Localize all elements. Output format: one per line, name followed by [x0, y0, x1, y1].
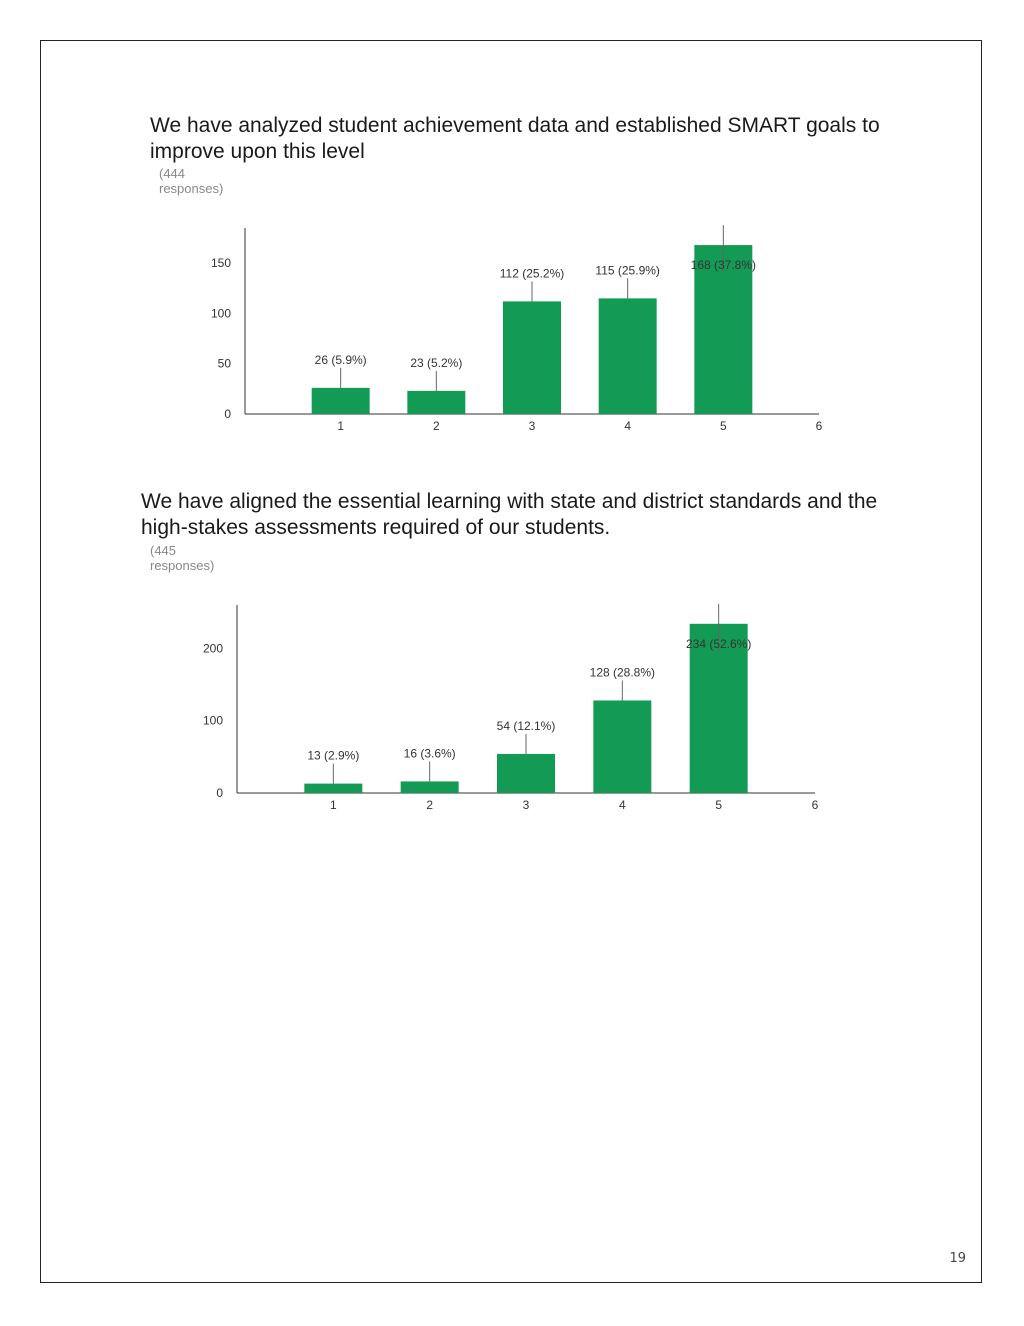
chart-1-subtitle: (444 responses) — [159, 166, 224, 196]
chart-1-y-tick-label: 50 — [217, 356, 231, 371]
chart-2-x-tick-label: 6 — [811, 798, 819, 812]
chart-1-x-tick-label: 6 — [815, 419, 823, 433]
chart-2-x-tick-label: 2 — [426, 798, 434, 812]
chart-1-data-label: 26 (5.9%) — [314, 352, 367, 367]
chart-1-title: We have analyzed student achievement data and established SMART goals to improve upon this level — [150, 114, 880, 163]
chart-2-y-tick-label: 0 — [216, 786, 223, 800]
chart-1-data-label: 23 (5.2%) — [410, 355, 463, 370]
chart-2-data-label: 16 (3.6%) — [403, 746, 456, 761]
chart-1-y-tick-label: 0 — [224, 407, 231, 421]
chart-1-x-tick-label: 1 — [337, 419, 345, 433]
chart-2-subtitle: (445 responses) — [150, 543, 215, 573]
chart-1-data-label: 112 (25.2%) — [499, 266, 565, 281]
page-number: 19 — [949, 1251, 966, 1266]
chart-2-y-tick-label: 200 — [202, 641, 223, 656]
chart-2-data-label: 234 (52.6%) — [685, 636, 752, 651]
chart-2-bar — [593, 700, 651, 793]
chart-1-x-tick-label: 3 — [528, 419, 536, 433]
chart-1-x-tick-label: 4 — [624, 419, 632, 433]
chart-2-bar — [401, 781, 459, 793]
chart-2-x-tick-label: 4 — [618, 798, 626, 812]
chart-1-y-tick-label: 100 — [210, 306, 231, 321]
chart-1-x-tick-label: 5 — [719, 419, 727, 433]
chart-2-x-tick-label: 3 — [522, 798, 530, 812]
chart-2-title: We have aligned the essential learning with state and district standards and the high-stakes assessments required of our students. — [141, 490, 878, 539]
chart-2-data-label: 13 (2.9%) — [307, 748, 360, 763]
chart-2-bar — [304, 784, 362, 793]
chart-2-data-label: 54 (12.1%) — [496, 718, 556, 733]
chart-1-data-label: 168 (37.8%) — [690, 258, 757, 273]
chart-2-x-tick-label: 1 — [329, 798, 337, 812]
chart-1-y-tick-label: 150 — [210, 256, 231, 271]
chart-1-x-tick-label: 2 — [432, 419, 440, 433]
chart-2-y-tick-label: 100 — [202, 713, 223, 728]
chart-2-bar — [497, 754, 555, 793]
chart-2-x-tick-label: 5 — [715, 798, 723, 812]
chart-1-data-label: 115 (25.9%) — [595, 263, 660, 278]
chart-2-data-label: 128 (28.8%) — [589, 665, 656, 680]
